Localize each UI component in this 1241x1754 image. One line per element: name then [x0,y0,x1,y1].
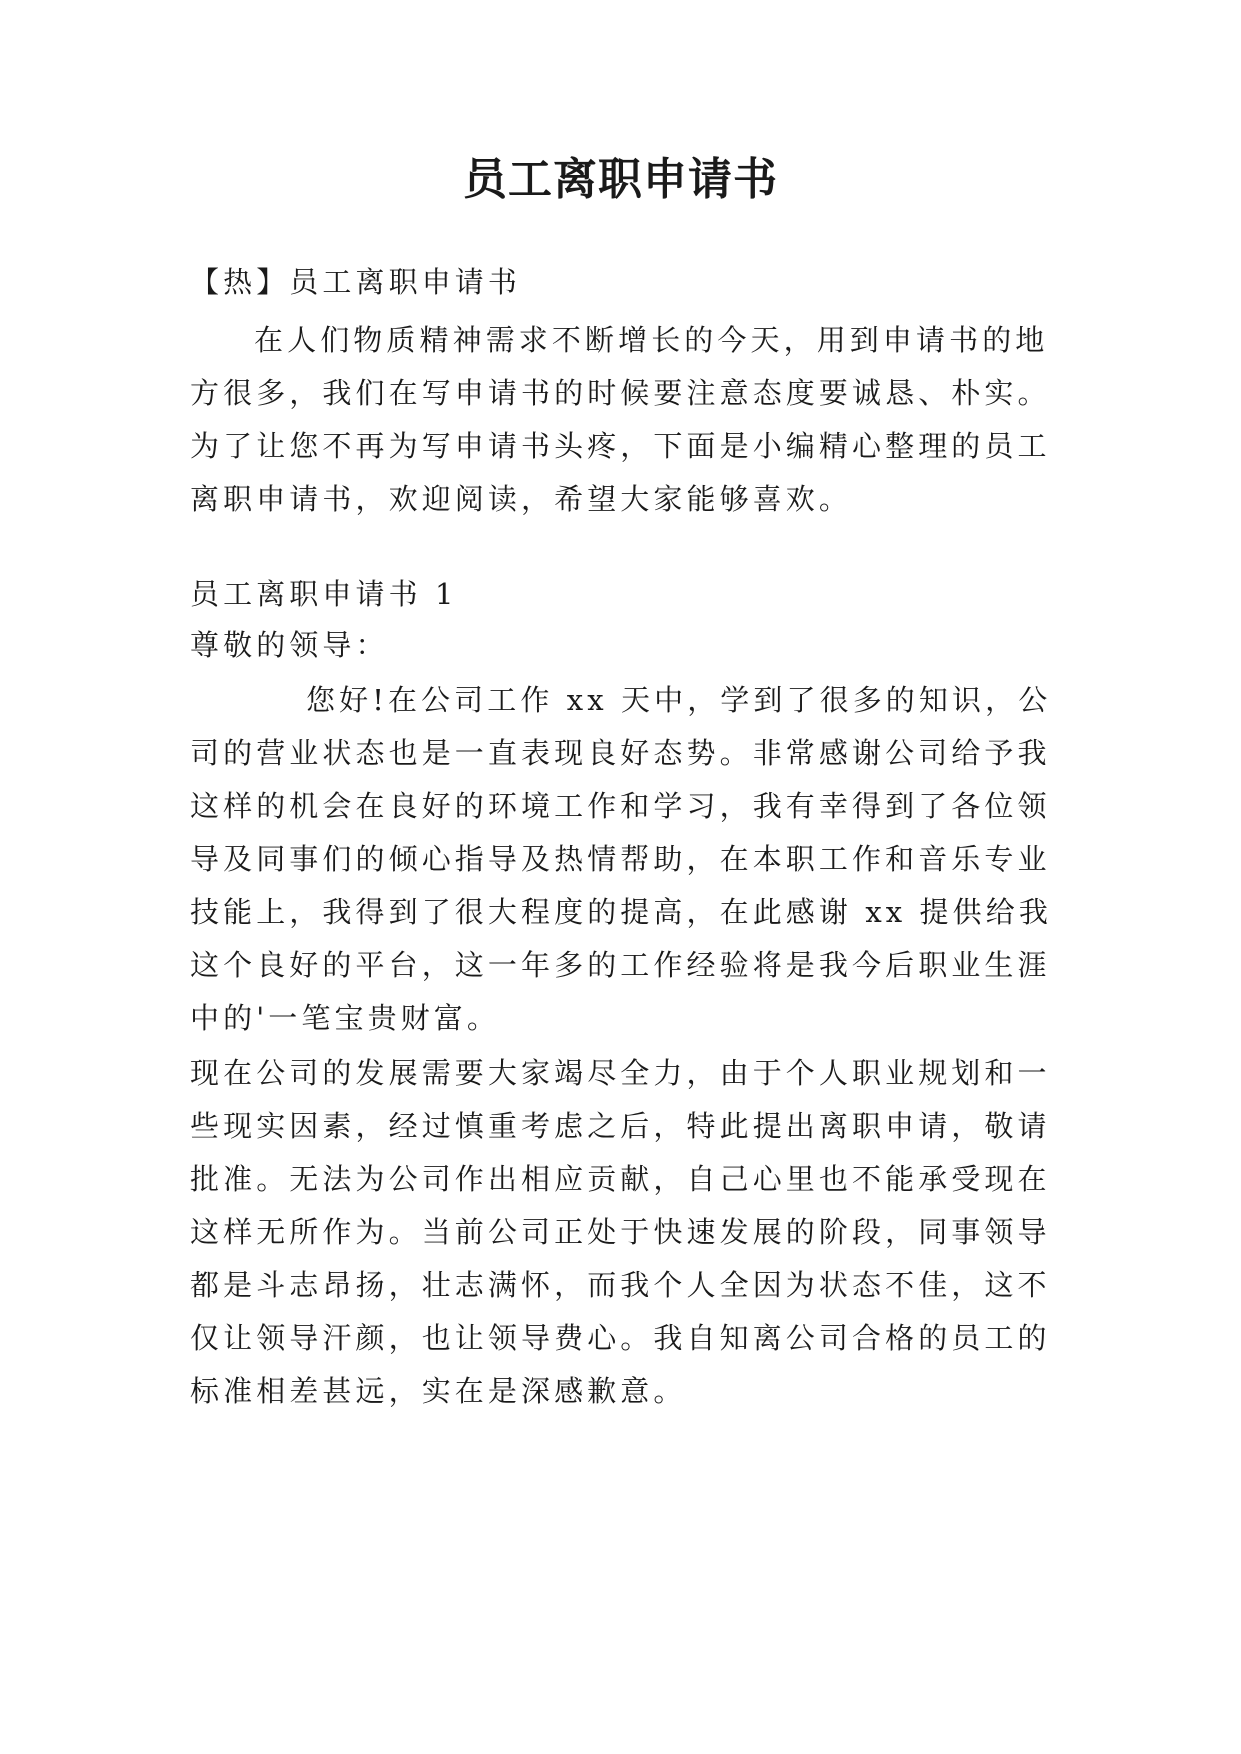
paragraph-line: 现在公司的发展需要大家竭尽全力，由于个人职业规划和一 [190,1056,1051,1090]
paragraph-line: 导及同事们的倾心指导及热情帮助，在本职工作和音乐专业 [190,842,1051,876]
section-heading: 员工离职申请书 1 [190,577,458,611]
subtitle-line: 【热】员工离职申请书 [190,265,522,299]
paragraph-line: 中的'一笔宝贵财富。 [190,1001,500,1035]
intro-line: 为了让您不再为写申请书头疼，下面是小编精心整理的员工 [190,429,1051,463]
paragraph-line: 技能上，我得到了很大程度的提高，在此感谢 xx 提供给我 [190,895,1052,929]
paragraph-line: 司的营业状态也是一直表现良好态势。非常感谢公司给予我 [190,736,1051,770]
intro-line: 方很多，我们在写申请书的时候要注意态度要诚恳、朴实。 [190,376,1051,410]
salutation: 尊敬的领导： [190,628,389,662]
paragraph-line: 批准。无法为公司作出相应贡献，自己心里也不能承受现在 [190,1162,1051,1196]
paragraph-line: 这样无所作为。当前公司正处于快速发展的阶段，同事领导 [190,1215,1051,1249]
paragraph-line: 些现实因素，经过慎重考虑之后，特此提出离职申请，敬请 [190,1109,1051,1143]
intro-line: 在人们物质精神需求不断增长的今天，用到申请书的地 [254,323,1049,357]
paragraph-line: 都是斗志昂扬，壮志满怀，而我个人全因为状态不佳，这不 [190,1268,1051,1302]
paragraph-line: 这样的机会在良好的环境工作和学习，我有幸得到了各位领 [190,789,1051,823]
intro-line: 离职申请书，欢迎阅读，希望大家能够喜欢。 [190,482,853,516]
document-title: 员工离职申请书 [463,154,778,205]
paragraph-line: 您好!在公司工作 xx 天中，学到了很多的知识，公 [306,683,1052,717]
paragraph-line: 标准相差甚远，实在是深感歉意。 [190,1374,687,1408]
paragraph-line: 仅让领导汗颜，也让领导费心。我自知离公司合格的员工的 [190,1321,1051,1355]
paragraph-line: 这个良好的平台，这一年多的工作经验将是我今后职业生涯 [190,948,1051,982]
